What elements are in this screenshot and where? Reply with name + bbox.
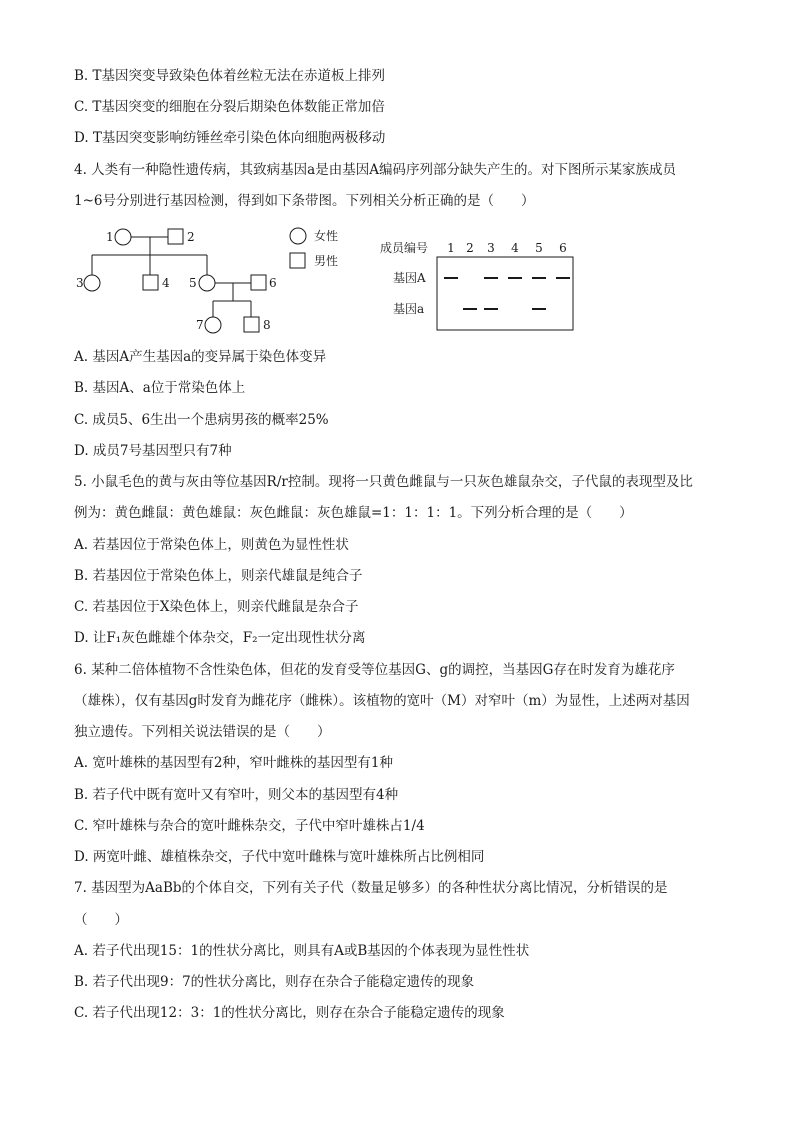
lane-number: 6 <box>559 241 567 255</box>
lane-number: 1 <box>447 241 455 255</box>
option-b: B. 基因A、a位于常染色体上 <box>74 380 246 396</box>
question-6-stem: （雄株），仅有基因g时发育为雌花序（雌株）。该植物的宽叶（M）对窄叶（m）为显性，上述两对基因 <box>74 693 690 709</box>
question-5-stem: 5. 小鼠毛色的黄与灰由等位基因R/r控制。现将一只黄色雌鼠与一只灰色雄鼠杂交，子代鼠的表现型及比 <box>74 474 693 490</box>
lane-number: 5 <box>535 241 543 255</box>
option-c: C. 窄叶雄株与杂合的宽叶雌株杂交，子代中窄叶雄株占1/4 <box>74 818 425 834</box>
text-line: D. T基因突变影响纺锤丝牵引染色体向细胞两极移动 <box>74 130 386 146</box>
option-b: B. 若子代中既有宽叶又有窄叶，则父本的基因型有4种 <box>74 787 399 803</box>
lane-number: 4 <box>511 241 519 255</box>
question-6-stem: 6. 某种二倍体植物不含性染色体，但花的发育受等位基因G、g的调控，当基因G存在时发育为雄花序 <box>74 662 675 678</box>
text-line: B. T基因突变导致染色体着丝粒无法在赤道板上排列 <box>74 68 386 84</box>
gene-band-chart <box>380 240 573 330</box>
question-7-stem: 7. 基因型为AaBb的个体自交，下列有关子代（数量足够多）的各种性状分离比情况，分析错误的是 <box>74 880 668 896</box>
female-legend-icon <box>290 228 306 244</box>
question-4-stem: 1~6号分别进行基因检测，得到如下条带图。下列相关分析正确的是（ ） <box>74 193 535 209</box>
lane-number: 3 <box>487 241 495 255</box>
question-5-stem: 例为：黄色雌鼠：黄色雄鼠：灰色雌鼠：灰色雄鼠=1：1：1：1。下列分析合理的是（ ） <box>74 505 633 521</box>
lane-number: 2 <box>466 241 474 255</box>
option-d: D. 成员7号基因型只有7种 <box>74 443 232 459</box>
option-a: A. 基因A产生基因a的变异属于染色体变异 <box>74 349 327 365</box>
member-6-male-symbol <box>251 275 266 290</box>
member-5-female-symbol <box>199 275 215 291</box>
member-label: 6 <box>269 276 277 290</box>
member-label: 1 <box>106 230 114 244</box>
option-b: B. 若子代出现9：7的性状分离比，则存在杂合子能稳定遗传的现象 <box>74 974 475 990</box>
gel-header: 成员编号 <box>380 241 429 255</box>
option-d: D. 让F₁灰色雌雄个体杂交，F₂一定出现性状分离 <box>74 630 366 646</box>
option-a: A. 宽叶雄株的基因型有2种，窄叶雌株的基因型有1种 <box>74 755 394 771</box>
option-a: A. 若基因位于常染色体上，则黄色为显性性状 <box>74 537 349 553</box>
question-6-stem: 独立遗传。下列相关说法错误的是（ ） <box>74 724 331 740</box>
row-label-gene-a: 基因a <box>393 302 425 316</box>
member-label: 7 <box>196 318 204 332</box>
pedigree-legend <box>290 228 338 268</box>
member-8-male-symbol <box>244 317 259 332</box>
member-7-female-symbol <box>205 317 221 333</box>
member-label: 5 <box>189 276 197 290</box>
gel-frame <box>437 257 573 330</box>
member-label: 2 <box>187 230 195 244</box>
member-label: 3 <box>76 276 84 290</box>
option-c: C. 若子代出现12：3：1的性状分离比，则存在杂合子能稳定遗传的现象 <box>74 1005 505 1021</box>
legend-male-label: 男性 <box>314 254 339 268</box>
question-4-stem: 4. 人类有一种隐性遗传病，其致病基因a是由基因A编码序列部分缺失产生的。对下图所示某家族成员 <box>74 162 676 178</box>
option-c: C. 若基因位于X染色体上，则亲代雌鼠是杂合子 <box>74 599 359 615</box>
text-line: C. T基因突变的细胞在分裂后期染色体数能正常加倍 <box>74 99 385 115</box>
member-label: 8 <box>263 318 271 332</box>
pedigree-chart <box>84 229 266 333</box>
option-a: A. 若子代出现15：1的性状分离比，则具有A或B基因的个体表现为显性性状 <box>74 943 530 959</box>
question-7-stem: （ ） <box>74 912 128 928</box>
gel-bands <box>444 278 570 309</box>
option-c: C. 成员5、6生出一个患病男孩的概率25% <box>74 412 329 428</box>
member-3-female-symbol <box>84 275 100 291</box>
male-legend-icon <box>290 253 305 268</box>
option-b: B. 若基因位于常染色体上，则亲代雄鼠是纯合子 <box>74 568 363 584</box>
member-2-male-symbol <box>168 229 183 244</box>
legend-female-label: 女性 <box>314 229 339 243</box>
member-4-male-symbol <box>143 275 158 290</box>
option-d: D. 两宽叶雌、雄植株杂交，子代中宽叶雌株与宽叶雄株所占比例相同 <box>74 849 485 865</box>
row-label-gene-A: 基因A <box>393 271 426 285</box>
member-1-female-symbol <box>115 229 131 245</box>
member-label: 4 <box>162 276 170 290</box>
